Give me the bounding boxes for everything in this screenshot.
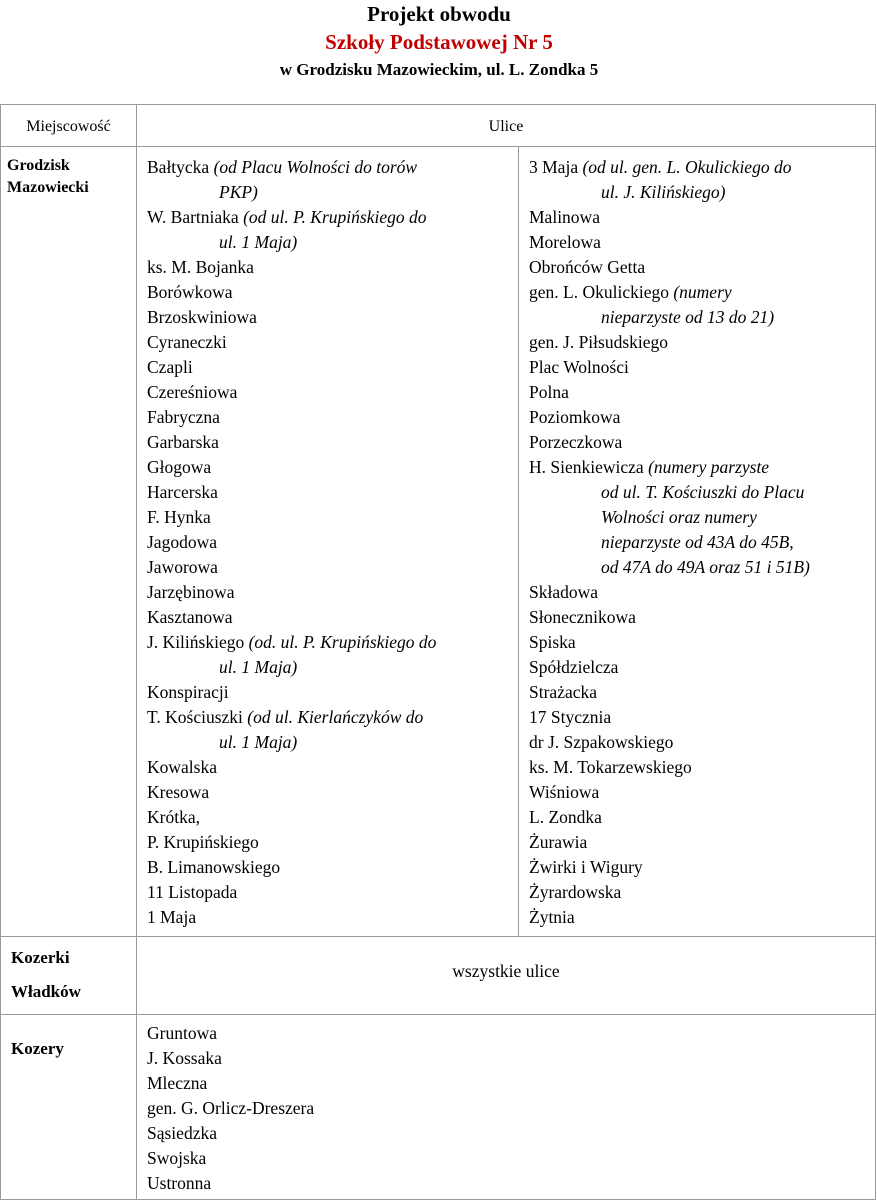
street-name: Wiśniowa xyxy=(529,782,600,802)
street-note-continuation: nieparzyste od 43A do 45B, xyxy=(601,532,794,552)
title-line-3: w Grodzisku Mazowieckim, ul. L. Zondka 5 xyxy=(279,60,599,79)
street-name: Strażacka xyxy=(529,682,598,702)
row-grodzisk-right-streets xyxy=(519,147,876,937)
street-name: Jarzębinowa xyxy=(147,582,235,602)
street-note: (od. ul. P. Krupińskiego do xyxy=(248,632,437,652)
street-item xyxy=(147,355,436,380)
street-item xyxy=(147,605,436,630)
street-name: Borówkowa xyxy=(147,282,233,302)
row-grodzisk-left-streets xyxy=(137,147,519,937)
place-kozery: Kozery xyxy=(11,1039,64,1058)
street-name: Malinowa xyxy=(529,207,600,227)
street-note-continuation: PKP) xyxy=(219,182,258,202)
street-item xyxy=(529,330,810,355)
row-kozery-streets xyxy=(137,1015,876,1200)
street-name: Słonecznikowa xyxy=(529,607,636,627)
street-item xyxy=(529,255,810,280)
street-name: Harcerska xyxy=(147,482,218,502)
street-item xyxy=(147,330,436,355)
street-item xyxy=(529,830,810,855)
street-name: Kasztanowa xyxy=(147,607,233,627)
street-item xyxy=(147,305,436,330)
street-name: Morelowa xyxy=(529,232,601,252)
street-name: Kowalska xyxy=(147,757,217,777)
street-item xyxy=(529,205,810,230)
street-item xyxy=(147,1071,314,1096)
street-item xyxy=(529,880,810,905)
street-item xyxy=(147,480,436,505)
street-item xyxy=(147,1096,314,1121)
street-name: J. Kilińskiego xyxy=(147,632,245,652)
street-name: ks. M. Bojanka xyxy=(147,257,254,277)
street-item xyxy=(147,255,436,280)
street-name: Czereśniowa xyxy=(147,382,238,402)
street-item xyxy=(147,1146,314,1171)
street-note: (od ul. Kierlańczyków do xyxy=(247,707,424,727)
street-item xyxy=(147,1121,314,1146)
street-item xyxy=(147,405,436,430)
street-name: dr J. Szpakowskiego xyxy=(529,732,674,752)
street-name: W. Bartniaka xyxy=(147,207,239,227)
street-item xyxy=(529,155,810,205)
street-item xyxy=(147,880,436,905)
street-item xyxy=(529,430,810,455)
header-locality-label: Miejscowość xyxy=(26,118,111,135)
street-name: Swojska xyxy=(147,1148,207,1168)
street-name: Żurawia xyxy=(529,832,588,852)
street-name: B. Limanowskiego xyxy=(147,857,281,877)
street-item xyxy=(147,580,436,605)
street-note: (od Placu Wolności do torów xyxy=(213,157,418,177)
street-item xyxy=(529,280,810,330)
street-item xyxy=(529,680,810,705)
street-name: Gruntowa xyxy=(147,1023,217,1043)
row-kozerki-place-cell xyxy=(1,937,137,1015)
street-note: (od ul. gen. L. Okulickiego do xyxy=(582,157,792,177)
row-grodzisk-place-cell xyxy=(1,147,137,937)
street-item xyxy=(529,705,810,730)
street-item xyxy=(529,230,810,255)
street-name: 17 Stycznia xyxy=(529,707,612,727)
header-cell-streets xyxy=(137,105,876,147)
street-name: F. Hynka xyxy=(147,507,211,527)
street-note-continuation: od 47A do 49A oraz 51 i 51B) xyxy=(601,557,810,577)
street-name: P. Krupińskiego xyxy=(147,832,259,852)
street-name: Jagodowa xyxy=(147,532,217,552)
street-name: T. Kościuszki xyxy=(147,707,243,727)
street-name: 3 Maja xyxy=(529,157,579,177)
header-streets-label: Ulice xyxy=(488,118,524,135)
street-item xyxy=(147,780,436,805)
street-item xyxy=(147,455,436,480)
street-item xyxy=(529,630,810,655)
street-note-continuation: ul. 1 Maja) xyxy=(219,732,298,752)
street-item xyxy=(529,655,810,680)
street-name: Czapli xyxy=(147,357,193,377)
street-item xyxy=(529,780,810,805)
street-name: Bałtycka xyxy=(147,157,210,177)
street-name: Porzeczkowa xyxy=(529,432,623,452)
street-name: gen. J. Piłsudskiego xyxy=(529,332,669,352)
street-name: Spiska xyxy=(529,632,576,652)
title-line-1: Projekt obwodu xyxy=(367,2,511,26)
street-name: Fabryczna xyxy=(147,407,220,427)
street-name: Kresowa xyxy=(147,782,210,802)
street-item xyxy=(147,680,436,705)
street-name: Poziomkowa xyxy=(529,407,621,427)
street-item xyxy=(147,555,436,580)
street-item xyxy=(147,380,436,405)
street-item xyxy=(147,905,436,930)
street-list-left xyxy=(147,155,436,930)
street-item xyxy=(529,755,810,780)
street-name: H. Sienkiewicza xyxy=(529,457,644,477)
street-note: (od ul. P. Krupińskiego do xyxy=(243,207,427,227)
street-note: (numery xyxy=(673,282,732,302)
street-note: (numery parzyste xyxy=(648,457,770,477)
street-name: Polna xyxy=(529,382,569,402)
street-item xyxy=(147,155,436,205)
street-item xyxy=(529,580,810,605)
place-grodzisk xyxy=(7,155,89,199)
street-item xyxy=(147,505,436,530)
street-note-continuation: ul. J. Kilińskiego) xyxy=(601,182,726,202)
street-name: Mleczna xyxy=(147,1073,208,1093)
street-name: Brzoskwiniowa xyxy=(147,307,257,327)
street-name: Jaworowa xyxy=(147,557,218,577)
street-item xyxy=(147,705,436,755)
street-name: Konspiracji xyxy=(147,682,229,702)
place-line: Władków xyxy=(11,982,81,1001)
street-name: 1 Maja xyxy=(147,907,197,927)
street-item xyxy=(147,530,436,555)
street-item xyxy=(147,1171,314,1196)
street-name: Głogowa xyxy=(147,457,212,477)
street-name: Krótka, xyxy=(147,807,200,827)
street-item xyxy=(147,205,436,255)
street-item xyxy=(529,730,810,755)
place-line: Kozerki xyxy=(11,948,70,967)
street-name: Obrońców Getta xyxy=(529,257,646,277)
street-name: Żyrardowska xyxy=(529,882,622,902)
street-name: Plac Wolności xyxy=(529,357,629,377)
street-name: ks. M. Tokarzewskiego xyxy=(529,757,692,777)
street-item xyxy=(529,380,810,405)
place-kozerki xyxy=(11,941,81,1009)
street-name: Garbarska xyxy=(147,432,219,452)
street-item xyxy=(529,905,810,930)
street-note-continuation: od ul. T. Kościuszki do Placu xyxy=(601,482,805,502)
street-item xyxy=(147,630,436,680)
street-item xyxy=(147,855,436,880)
street-name: Żytnia xyxy=(529,907,575,927)
row-kozerki-streets xyxy=(137,937,876,1015)
street-name: Sąsiedzka xyxy=(147,1123,217,1143)
street-item xyxy=(529,805,810,830)
street-item xyxy=(147,1046,314,1071)
street-name: Żwirki i Wigury xyxy=(529,857,643,877)
header-cell-locality xyxy=(1,105,137,147)
street-item xyxy=(529,855,810,880)
street-name: L. Zondka xyxy=(529,807,602,827)
street-name: Cyraneczki xyxy=(147,332,227,352)
all-streets-text: wszystkie ulice xyxy=(452,961,560,981)
street-item xyxy=(529,405,810,430)
row-kozery-place-cell xyxy=(1,1015,137,1200)
street-note-continuation: nieparzyste od 13 do 21) xyxy=(601,307,775,327)
street-note-continuation: ul. 1 Maja) xyxy=(219,657,298,677)
street-name: Spółdzielcza xyxy=(529,657,619,677)
street-note-continuation: Wolności oraz numery xyxy=(601,507,757,527)
street-item xyxy=(147,280,436,305)
street-item xyxy=(147,430,436,455)
street-item xyxy=(147,805,436,830)
street-name: gen. L. Okulickiego xyxy=(529,282,669,302)
place-line: Mazowiecki xyxy=(7,179,89,196)
street-item xyxy=(529,355,810,380)
district-table xyxy=(0,104,876,1200)
street-item xyxy=(147,755,436,780)
place-line: Grodzisk xyxy=(7,157,70,174)
street-item xyxy=(529,455,810,580)
street-list-right xyxy=(529,155,810,930)
street-name: Składowa xyxy=(529,582,599,602)
street-note-continuation: ul. 1 Maja) xyxy=(219,232,298,252)
street-item xyxy=(147,1021,314,1046)
street-name: Ustronna xyxy=(147,1173,212,1193)
street-name: 11 Listopada xyxy=(147,882,238,902)
title-line-2: Szkoły Podstawowej Nr 5 xyxy=(325,30,553,54)
street-item xyxy=(147,830,436,855)
street-name: gen. G. Orlicz-Dreszera xyxy=(147,1098,315,1118)
street-name: J. Kossaka xyxy=(147,1048,222,1068)
street-item xyxy=(529,605,810,630)
street-list-kozery xyxy=(147,1021,314,1196)
